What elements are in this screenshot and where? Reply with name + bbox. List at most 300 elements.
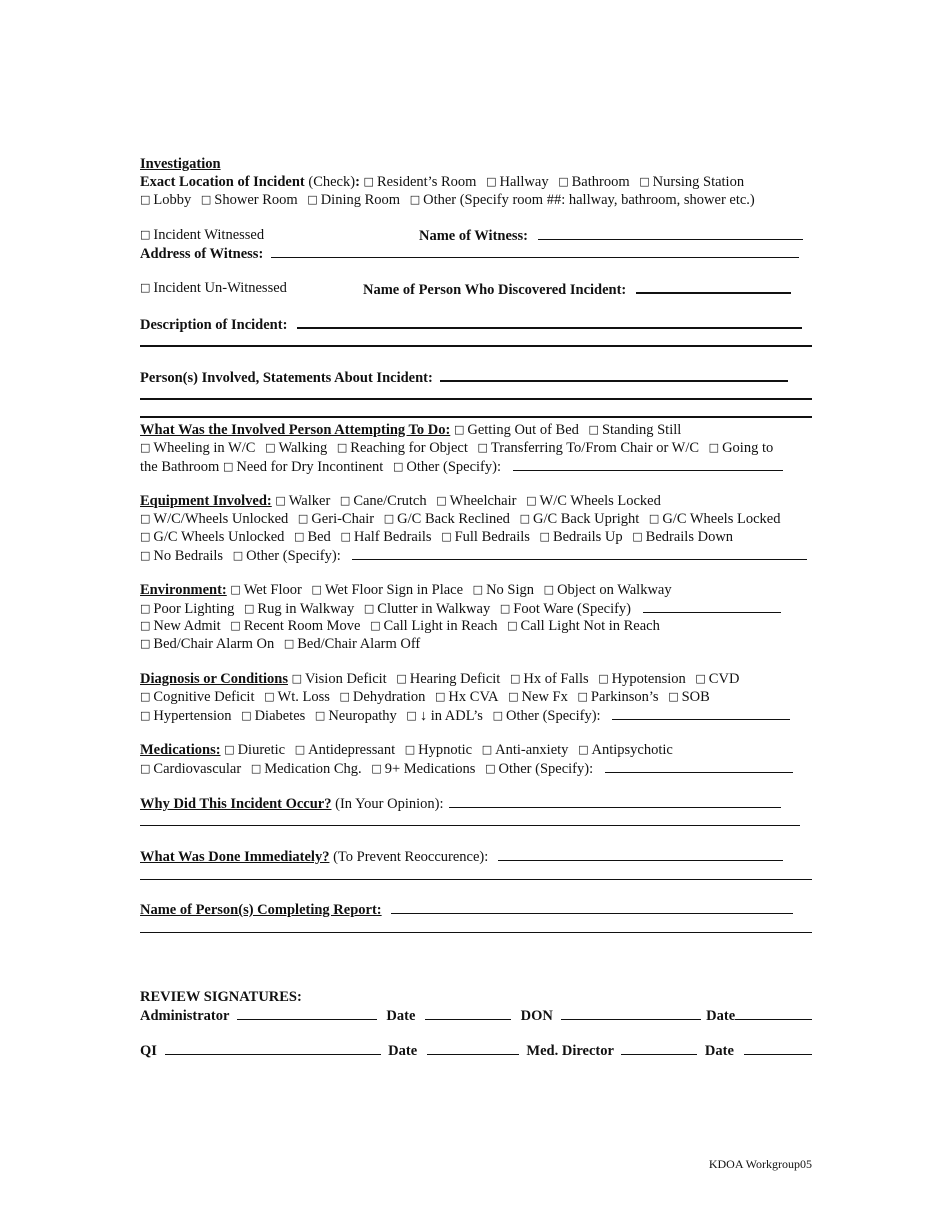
- checkbox-option[interactable]: [493, 708, 601, 724]
- checkbox-label: Diabetes: [254, 708, 306, 724]
- checkbox-icon[interactable]: □: [639, 175, 650, 188]
- checkbox-option[interactable]: [668, 689, 710, 705]
- checkbox-label: G/C Back Upright: [532, 511, 640, 527]
- checkbox-option[interactable]: [406, 708, 483, 724]
- checkbox-icon[interactable]: □: [435, 690, 446, 703]
- checkbox-icon[interactable]: □: [140, 619, 151, 632]
- checkbox-icon[interactable]: □: [140, 762, 151, 775]
- checkbox-icon[interactable]: □: [244, 602, 255, 615]
- description-field[interactable]: [297, 314, 802, 329]
- environment-row-3: [140, 617, 812, 635]
- don-date-field[interactable]: [735, 1006, 812, 1020]
- checkbox-label: Foot Ware (Specify): [513, 601, 632, 617]
- checkbox-option[interactable]: [364, 174, 477, 190]
- location-label: Exact Location of Incident: [140, 174, 305, 190]
- checkbox-icon[interactable]: □: [140, 690, 151, 703]
- checkbox-icon[interactable]: □: [519, 512, 530, 525]
- checkbox-icon[interactable]: □: [230, 583, 241, 596]
- done-line-2[interactable]: [140, 865, 812, 883]
- diagnosis-options-3: [140, 708, 610, 724]
- environment-options-1: [230, 582, 677, 598]
- checkbox-option[interactable]: [140, 708, 232, 724]
- diagnosis-row-3: [140, 706, 812, 724]
- checkbox-option[interactable]: [544, 582, 672, 598]
- checkbox-icon[interactable]: □: [232, 549, 244, 562]
- checkbox-label: Walker: [288, 493, 331, 509]
- checkbox-icon[interactable]: □: [140, 549, 151, 562]
- checkbox-icon[interactable]: □: [453, 423, 465, 436]
- checkbox-label: Going to: [722, 440, 774, 456]
- checkbox-label: G/C Wheels Locked: [662, 511, 781, 527]
- administrator-signature-field[interactable]: [237, 1006, 377, 1020]
- checkbox-option[interactable]: [477, 440, 699, 456]
- investigation-heading-line: [140, 155, 812, 173]
- checkbox-label: Neuropathy: [328, 708, 397, 724]
- don-label: DON: [520, 1008, 553, 1024]
- checkbox-icon[interactable]: □: [371, 762, 382, 775]
- checkbox-icon[interactable]: □: [314, 709, 326, 722]
- checkbox-label: Walking: [278, 440, 328, 456]
- checkbox-icon[interactable]: □: [577, 690, 588, 703]
- checkbox-option[interactable]: [486, 174, 549, 190]
- checkbox-option[interactable]: [709, 440, 774, 456]
- checkbox-option[interactable]: [311, 582, 463, 598]
- checkbox-icon[interactable]: □: [648, 512, 660, 525]
- checkbox-icon[interactable]: □: [578, 743, 589, 756]
- done-field[interactable]: [498, 847, 783, 861]
- checkbox-label: G/C Back Reclined: [397, 511, 510, 527]
- equipment-label: Equipment Involved:: [140, 493, 272, 509]
- checkbox-icon[interactable]: □: [297, 512, 309, 525]
- attempting-other-field[interactable]: [513, 457, 783, 471]
- checkbox-option[interactable]: [578, 742, 673, 758]
- checkbox-icon[interactable]: □: [265, 441, 276, 454]
- persons-field[interactable]: [440, 367, 788, 382]
- equipment-options-1: [275, 493, 666, 509]
- checkbox-option[interactable]: [140, 601, 234, 617]
- checkbox-icon[interactable]: □: [499, 602, 511, 615]
- environment-row-2: [140, 599, 812, 617]
- checkbox-option[interactable]: [294, 529, 331, 545]
- checkbox-icon[interactable]: □: [539, 530, 550, 543]
- checkbox-option[interactable]: [337, 440, 468, 456]
- checkbox-label: Other (Specify):: [246, 548, 341, 564]
- checkbox-option[interactable]: [520, 511, 640, 527]
- checkbox-option[interactable]: [340, 493, 427, 509]
- checkbox-icon[interactable]: □: [472, 583, 484, 596]
- persons-line-3[interactable]: [140, 403, 812, 421]
- checkbox-option[interactable]: [284, 636, 420, 652]
- checkbox-icon[interactable]: □: [558, 175, 569, 188]
- checkbox-option[interactable]: [371, 761, 475, 777]
- qi-date-label: Date: [388, 1043, 418, 1059]
- diagnosis-row-2: [140, 688, 812, 706]
- checkbox-label: Wheeling in W/C: [153, 440, 256, 456]
- checkbox-option[interactable]: [307, 192, 400, 208]
- equipment-row-4: [140, 546, 812, 564]
- checkbox-option[interactable]: [482, 742, 569, 758]
- checkbox-label: Recent Room Move: [243, 618, 361, 634]
- checkbox-option[interactable]: [233, 548, 341, 564]
- checkbox-label: Clutter in Walkway: [377, 601, 491, 617]
- checkbox-icon[interactable]: □: [485, 762, 496, 775]
- checkbox-label: Antidepressant: [308, 742, 396, 758]
- checkbox-option[interactable]: [230, 618, 360, 634]
- checkbox-option[interactable]: [295, 742, 395, 758]
- checkbox-option[interactable]: [140, 618, 221, 634]
- checkbox-icon[interactable]: □: [140, 441, 151, 454]
- checkbox-label: Full Bedrails: [454, 529, 530, 545]
- checkbox-icon[interactable]: □: [241, 709, 252, 722]
- checkbox-option[interactable]: [251, 761, 362, 777]
- checkbox-label: Hx CVA: [448, 689, 499, 705]
- checkbox-label: Hearing Deficit: [409, 671, 501, 687]
- checkbox-label: Diuretic: [237, 742, 286, 758]
- checkbox-label: Dining Room: [320, 192, 401, 208]
- checkbox-icon[interactable]: □: [264, 690, 275, 703]
- attempting-row-1: [140, 421, 812, 439]
- checkbox-label: Object on Walkway: [557, 582, 672, 598]
- checkbox-icon[interactable]: □: [294, 530, 305, 543]
- signatures-row-1: [140, 1006, 812, 1024]
- checkbox-label: Cardiovascular: [153, 761, 242, 777]
- checkbox-option[interactable]: [526, 493, 661, 509]
- checkbox-label: Poor Lighting: [153, 601, 235, 617]
- checkbox-icon[interactable]: □: [508, 690, 519, 703]
- checkbox-icon[interactable]: □: [140, 512, 151, 525]
- checkbox-option[interactable]: [201, 192, 298, 208]
- checkbox-label: Wet Floor: [243, 582, 302, 598]
- checkbox-option[interactable]: [140, 529, 284, 545]
- medications-row-1: [140, 741, 812, 759]
- checkbox-label: Bed/Chair Alarm On: [153, 636, 275, 652]
- checkbox-icon[interactable]: □: [477, 441, 488, 454]
- checkbox-option[interactable]: [244, 601, 354, 617]
- don-signature-field[interactable]: [561, 1006, 701, 1020]
- checkbox-icon[interactable]: □: [492, 709, 503, 722]
- witnessed-option: [140, 227, 270, 243]
- checkbox-option[interactable]: [473, 582, 534, 598]
- checkbox-label: G/C Wheels Unlocked: [153, 529, 285, 545]
- checkbox-label: Vision Deficit: [305, 671, 387, 687]
- checkbox-option[interactable]: [639, 174, 744, 190]
- checkbox-icon[interactable]: □: [140, 602, 151, 615]
- checkbox-label: CVD: [708, 671, 740, 687]
- administrator-label: Administrator: [140, 1008, 230, 1024]
- checkbox-option[interactable]: [140, 440, 255, 456]
- checkbox-label: Shower Room: [214, 192, 298, 208]
- equipment-row-2: [140, 510, 812, 528]
- medications-options-2: [140, 761, 603, 777]
- checkbox-icon[interactable]: □: [339, 494, 351, 507]
- checkbox-option[interactable]: [485, 761, 593, 777]
- description-row: [140, 314, 812, 332]
- checkbox-option[interactable]: [340, 529, 431, 545]
- attempting-options-1: [454, 422, 687, 438]
- diagnosis-row-1: [140, 670, 812, 688]
- checkbox-label: Standing Still: [601, 422, 682, 438]
- checkbox-option[interactable]: [298, 511, 374, 527]
- attempting-options-3: [223, 459, 511, 475]
- checkbox-label: Half Bedrails: [353, 529, 432, 545]
- checkbox-label: Cognitive Deficit: [153, 689, 255, 705]
- checkbox-label: Hypotension: [611, 671, 686, 687]
- why-note: (In Your Opinion):: [335, 796, 444, 812]
- checkbox-icon[interactable]: □: [695, 672, 706, 685]
- medications-label: Medications:: [140, 742, 221, 758]
- investigation-heading: Investigation: [140, 156, 221, 172]
- witness-address-field[interactable]: [271, 244, 799, 258]
- completing-label: Name of Person(s) Completing Report:: [140, 902, 382, 918]
- signatures-heading: REVIEW SIGNATURES:: [140, 989, 302, 1005]
- administrator-date-field[interactable]: [425, 1006, 511, 1020]
- checkbox-icon[interactable]: □: [588, 423, 599, 436]
- med-director-date-label: Date: [704, 1043, 734, 1059]
- checkbox-option[interactable]: [510, 671, 589, 687]
- checkbox-icon[interactable]: □: [339, 690, 350, 703]
- checkbox-icon[interactable]: □: [543, 583, 555, 596]
- checkbox-icon[interactable]: □: [222, 460, 234, 473]
- checkbox-icon[interactable]: □: [283, 637, 295, 650]
- checkbox-icon[interactable]: □: [526, 494, 537, 507]
- checkbox-label: Bedrails Down: [645, 529, 734, 545]
- persons-label: Person(s) Involved, Statements About Incident:: [140, 370, 433, 386]
- diagnosis-label: Diagnosis or Conditions: [140, 671, 288, 687]
- checkbox-label: Geri-Chair: [311, 511, 375, 527]
- checkbox-icon[interactable]: □: [294, 743, 306, 756]
- checkbox-option[interactable]: [140, 280, 287, 296]
- checkbox-icon[interactable]: □: [632, 530, 643, 543]
- checkbox-option[interactable]: [140, 636, 274, 652]
- checkbox-option[interactable]: [454, 422, 579, 438]
- equipment-row-3: [140, 528, 812, 546]
- checkbox-label: Wet Floor Sign in Place: [324, 582, 464, 598]
- checkbox-option[interactable]: [649, 511, 781, 527]
- checkbox-label: Hx of Falls: [523, 671, 589, 687]
- checkbox-label: Other (Specify):: [406, 459, 501, 475]
- don-date-label: Date: [706, 1008, 736, 1024]
- checkbox-label: Call Light in Reach: [383, 618, 498, 634]
- checkbox-option[interactable]: [500, 601, 631, 617]
- qi-signature-field[interactable]: [165, 1041, 381, 1055]
- med-director-date-field[interactable]: [744, 1041, 812, 1055]
- checkbox-option[interactable]: [140, 192, 191, 208]
- checkbox-label: Antipsychotic: [591, 742, 673, 758]
- location-row-2: [140, 191, 812, 209]
- checkbox-label: Other (Specify):: [498, 761, 594, 777]
- checkbox-option[interactable]: [507, 618, 660, 634]
- checkbox-option[interactable]: [435, 689, 499, 705]
- environment-row-4: [140, 635, 812, 653]
- checkbox-option[interactable]: [598, 671, 686, 687]
- checkbox-label: W/C/Wheels Unlocked: [153, 511, 289, 527]
- checkbox-option[interactable]: [140, 548, 223, 564]
- witness-address-label: Address of Witness:: [140, 246, 264, 262]
- footware-field[interactable]: [643, 599, 781, 613]
- checkbox-option[interactable]: [384, 511, 510, 527]
- checkbox-option[interactable]: [140, 761, 241, 777]
- checkbox-label: Wheelchair: [449, 493, 517, 509]
- persons-line-2[interactable]: [140, 385, 812, 403]
- checkbox-icon[interactable]: □: [250, 762, 262, 775]
- checkbox-option[interactable]: [558, 174, 629, 190]
- checkbox-icon[interactable]: □: [230, 619, 241, 632]
- checkbox-icon[interactable]: □: [311, 583, 322, 596]
- checkbox-option[interactable]: [140, 511, 288, 527]
- checkbox-option[interactable]: [396, 671, 500, 687]
- checkbox-label: Incident Un-Witnessed: [153, 280, 287, 296]
- discovered-label: Name of Person Who Discovered Incident:: [363, 282, 627, 298]
- checkbox-option[interactable]: [410, 192, 755, 208]
- checkbox-icon[interactable]: □: [363, 175, 374, 188]
- incident-investigation-form: [140, 155, 812, 1059]
- checkbox-label: No Sign: [486, 582, 535, 598]
- checkbox-option[interactable]: [241, 708, 305, 724]
- checkbox-icon[interactable]: □: [507, 619, 518, 632]
- unwitnessed-option: [140, 280, 293, 296]
- checkbox-option[interactable]: [230, 582, 301, 598]
- checkbox-icon[interactable]: □: [224, 743, 235, 756]
- checkbox-icon[interactable]: □: [436, 494, 447, 507]
- environment-label: Environment:: [140, 582, 227, 598]
- checkbox-label: Bedrails Up: [552, 529, 623, 545]
- checkbox-option[interactable]: [540, 529, 623, 545]
- checkbox-label: Cane/Crutch: [353, 493, 427, 509]
- equipment-other-field[interactable]: [352, 546, 807, 560]
- checkbox-icon[interactable]: □: [406, 709, 417, 722]
- description-label: Description of Incident:: [140, 317, 288, 333]
- checkbox-label: Reaching for Object: [350, 440, 468, 456]
- checkbox-label: Nursing Station: [652, 174, 745, 190]
- checkbox-icon[interactable]: □: [140, 281, 151, 294]
- checkbox-label: Bathroom: [571, 174, 630, 190]
- checkbox-icon[interactable]: □: [340, 530, 351, 543]
- checkbox-option[interactable]: [264, 689, 330, 705]
- why-line-2[interactable]: [140, 812, 800, 826]
- witness-address-row: [140, 244, 812, 262]
- checkbox-option[interactable]: [340, 689, 426, 705]
- checkbox-label: Hypnotic: [418, 742, 473, 758]
- checkbox-label: Dehydration: [352, 689, 426, 705]
- checkbox-icon[interactable]: □: [140, 709, 151, 722]
- checkbox-icon[interactable]: □: [598, 672, 609, 685]
- checkbox-option[interactable]: [508, 689, 568, 705]
- diagnosis-other-field[interactable]: [612, 706, 790, 720]
- checkbox-option[interactable]: [405, 742, 472, 758]
- checkbox-icon[interactable]: □: [336, 441, 348, 454]
- witnessed-row: [140, 226, 812, 244]
- checkbox-icon[interactable]: □: [509, 672, 521, 685]
- why-label: Why Did This Incident Occur?: [140, 796, 332, 812]
- checkbox-option[interactable]: [436, 493, 516, 509]
- checkbox-option[interactable]: [223, 459, 383, 475]
- checkbox-icon[interactable]: □: [392, 460, 404, 473]
- checkbox-option[interactable]: [589, 422, 682, 438]
- checkbox-icon[interactable]: □: [140, 530, 151, 543]
- checkbox-icon[interactable]: □: [200, 193, 212, 206]
- completing-line-2[interactable]: [140, 918, 812, 936]
- signatures-heading-line: [140, 988, 812, 1006]
- why-line-2-wrap: [140, 812, 812, 830]
- done-note: (To Prevent Reoccurence):: [333, 849, 489, 865]
- why-field[interactable]: [449, 794, 781, 808]
- qi-date-field[interactable]: [427, 1041, 519, 1055]
- checkbox-option[interactable]: [315, 708, 397, 724]
- checkbox-label: Medication Chg.: [264, 761, 362, 777]
- checkbox-option[interactable]: [292, 671, 387, 687]
- checkbox-option[interactable]: [364, 601, 490, 617]
- checkbox-option[interactable]: [632, 529, 733, 545]
- checkbox-icon[interactable]: □: [291, 672, 303, 685]
- equipment-row-1: [140, 492, 812, 510]
- signatures-row-2: [140, 1041, 812, 1059]
- location-check-note: (Check): [308, 174, 356, 190]
- environment-row-1: [140, 581, 812, 599]
- checkbox-label: ↓ in ADL’s: [419, 708, 483, 724]
- why-row: [140, 794, 812, 812]
- checkbox-label: Bed/Chair Alarm Off: [297, 636, 421, 652]
- checkbox-icon[interactable]: □: [370, 619, 381, 632]
- checkbox-option[interactable]: [578, 689, 659, 705]
- location-options-1: [364, 174, 751, 190]
- checkbox-option[interactable]: [695, 671, 739, 687]
- checkbox-label: 9+ Medications: [384, 761, 476, 777]
- med-director-label: Med. Director: [526, 1043, 614, 1059]
- checkbox-icon[interactable]: □: [409, 193, 421, 206]
- witness-name-field[interactable]: [538, 226, 803, 240]
- checkbox-label: Need for Dry Incontinent: [236, 459, 384, 475]
- checkbox-icon[interactable]: □: [275, 494, 286, 507]
- checkbox-option[interactable]: [370, 618, 497, 634]
- checkbox-icon[interactable]: □: [404, 743, 416, 756]
- checkbox-option[interactable]: [393, 459, 501, 475]
- checkbox-icon[interactable]: □: [383, 512, 395, 525]
- checkbox-icon[interactable]: □: [481, 743, 493, 756]
- checkbox-label: Rug in Walkway: [257, 601, 355, 617]
- checkbox-icon[interactable]: □: [441, 530, 452, 543]
- checkbox-label: Lobby: [153, 192, 192, 208]
- diagnosis-options-1: [292, 671, 746, 687]
- med-director-signature-field[interactable]: [621, 1041, 697, 1055]
- discovered-field[interactable]: [636, 279, 791, 294]
- checkbox-label: Anti-anxiety: [495, 742, 569, 758]
- checkbox-option[interactable]: [275, 493, 330, 509]
- checkbox-icon[interactable]: □: [486, 175, 497, 188]
- checkbox-icon[interactable]: □: [140, 228, 151, 241]
- checkbox-option[interactable]: [224, 742, 285, 758]
- checkbox-icon[interactable]: □: [668, 690, 679, 703]
- checkbox-option[interactable]: [265, 440, 327, 456]
- description-line-2[interactable]: [140, 332, 812, 350]
- medications-other-field[interactable]: [605, 759, 793, 773]
- checkbox-icon[interactable]: □: [708, 441, 720, 454]
- checkbox-icon[interactable]: □: [140, 637, 151, 650]
- checkbox-icon[interactable]: □: [363, 602, 375, 615]
- persons-row: [140, 367, 812, 385]
- completing-field[interactable]: [391, 900, 793, 914]
- checkbox-icon[interactable]: □: [396, 672, 407, 685]
- checkbox-option[interactable]: [140, 689, 254, 705]
- checkbox-label: W/C Wheels Locked: [539, 493, 661, 509]
- location-row-1: [140, 173, 812, 191]
- checkbox-option[interactable]: [140, 227, 264, 243]
- checkbox-label: Wt. Loss: [277, 689, 330, 705]
- checkbox-icon[interactable]: □: [140, 193, 151, 206]
- checkbox-icon[interactable]: □: [307, 193, 318, 206]
- checkbox-option[interactable]: [441, 529, 530, 545]
- checkbox-label: Other (Specify room ##: hallway, bathroom, shower etc.): [423, 192, 755, 208]
- administrator-date-label: Date: [386, 1008, 416, 1024]
